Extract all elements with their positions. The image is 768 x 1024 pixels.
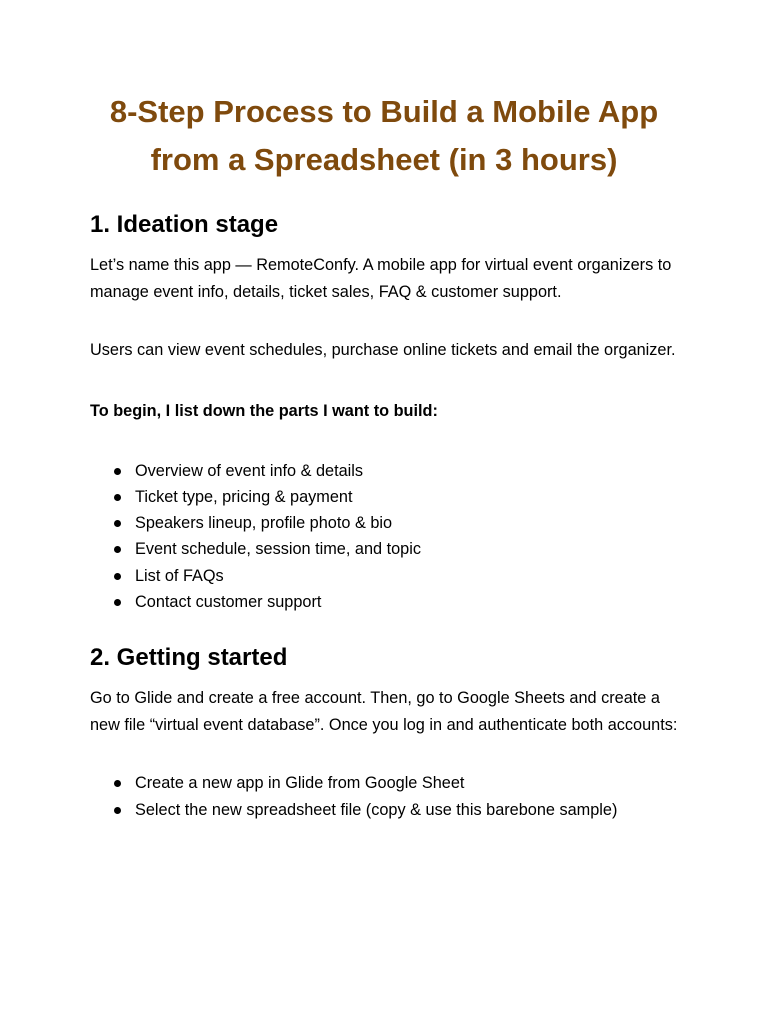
list-item: [114, 510, 678, 536]
document-title: [90, 0, 678, 184]
list-item: [114, 484, 678, 510]
list-item: [114, 589, 678, 615]
list-item-text: Ticket type, pricing & payment: [135, 488, 353, 507]
bullet-icon: [114, 546, 121, 553]
paragraph-users: Users can view event schedules, purchase online tickets and email the organizer.: [90, 341, 676, 360]
title-line-1: 8-Step Process to Build a Mobile App: [109, 94, 659, 129]
list-item: [114, 770, 678, 796]
bullet-icon: [114, 494, 121, 501]
bullet-icon: [114, 573, 121, 580]
paragraph-app-intro: Let’s name this app — RemoteConfy. A mobile app for virtual event organizers to manage event info, details, ticket sales, FAQ & customer support.: [90, 256, 672, 301]
list-item-text: Select the new spreadsheet file (copy & use this barebone sample): [135, 800, 618, 819]
title-line-2: from a Spreadsheet (in 3 hours): [150, 142, 618, 177]
list-item-text: Event schedule, session time, and topic: [135, 540, 421, 559]
setup-steps-list: [90, 770, 678, 822]
section-heading-ideation: 1. Ideation stage: [90, 211, 279, 238]
list-item-text: Speakers lineup, profile photo & bio: [135, 514, 393, 533]
list-item-text: Create a new app in Glide from Google Sheet: [135, 774, 465, 793]
section-heading-getting-started: 2. Getting started: [90, 644, 288, 672]
bullet-icon: [114, 807, 121, 814]
parts-list: [90, 458, 678, 615]
bullet-icon: [114, 780, 121, 787]
list-item: [114, 563, 678, 589]
list-item-text: List of FAQs: [135, 566, 224, 585]
list-item: [114, 536, 678, 562]
bullet-icon: [114, 599, 121, 606]
section-getting-started: [90, 643, 678, 823]
bullet-icon: [114, 468, 121, 475]
list-item: [114, 797, 678, 823]
paragraph-parts-intro: To begin, I list down the parts I want to build:: [90, 402, 438, 421]
list-item-text: Contact customer support: [135, 592, 322, 611]
section-ideation-stage: [90, 210, 678, 615]
paragraph-glide-setup: Go to Glide and create a free account. Then, go to Google Sheets and create a new file “virtual event database”. Once you log in and authenticate both accounts:: [90, 689, 678, 734]
list-item: [114, 458, 678, 484]
list-item-text: Overview of event info & details: [135, 461, 364, 480]
bullet-icon: [114, 520, 121, 527]
